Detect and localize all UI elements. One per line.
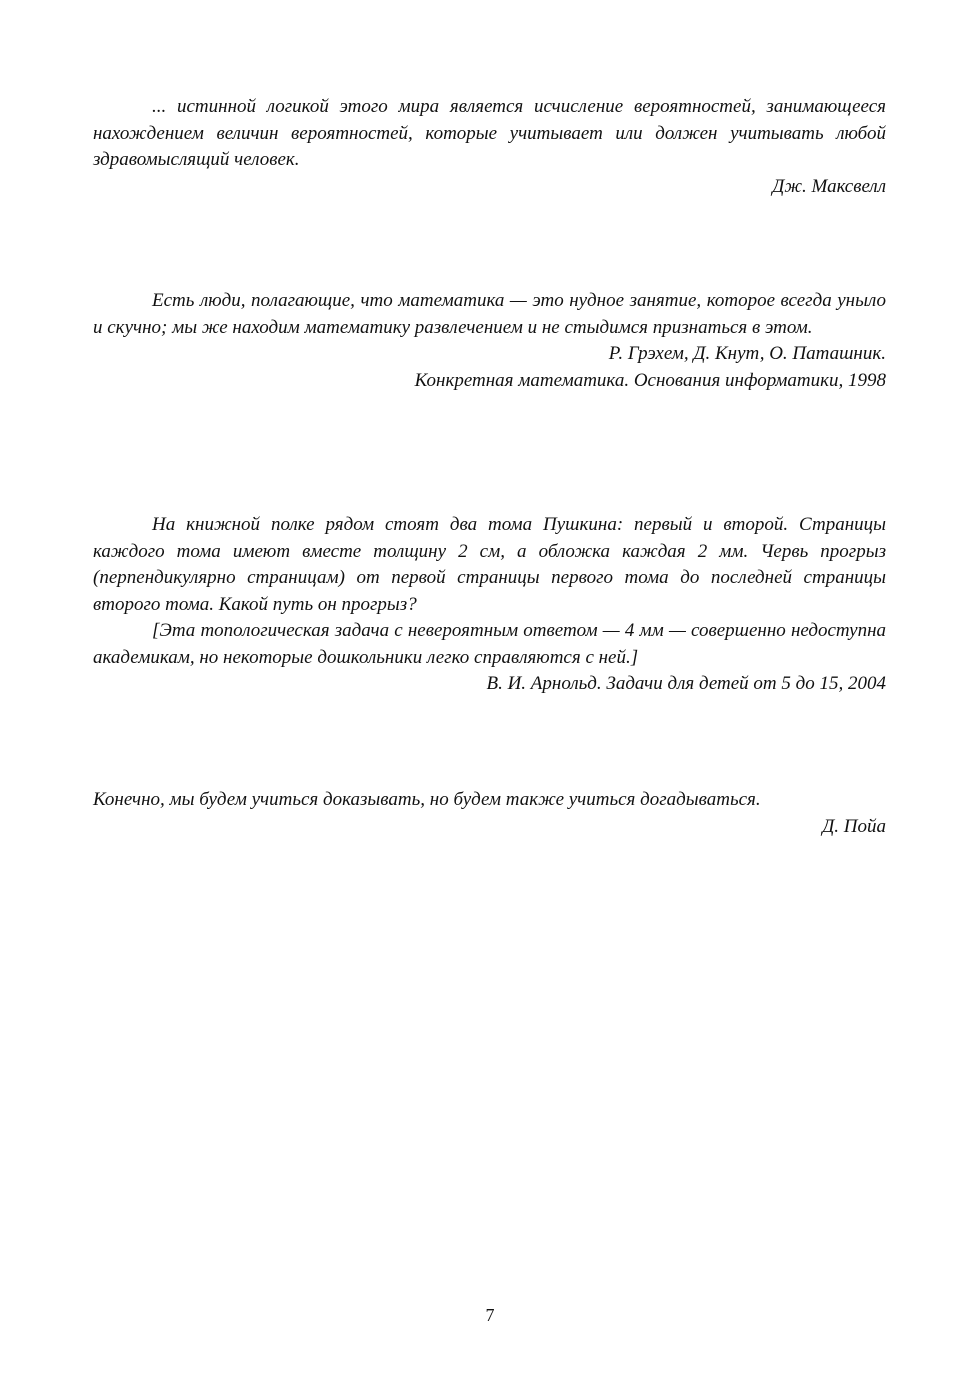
epigraph-attribution: В. И. Арнольд. Задачи для детей от 5 до 15, 2004 — [486, 673, 886, 694]
epigraph-maxwell — [93, 94, 886, 200]
epigraph-attribution: Р. Грэхем, Д. Кнут, О. Паташник. — [608, 343, 886, 364]
epigraph-arnold — [93, 512, 886, 698]
epigraph-source: Конкретная математика. Основания информатики, 1998 — [414, 369, 886, 391]
page-number: 7 — [485, 1305, 495, 1325]
epigraph-attribution: Дж. Максвелл — [772, 175, 886, 197]
epigraph-quote: Конечно, мы будем учиться доказывать, но будем также учиться догадываться. — [93, 789, 761, 810]
epigraph-polya — [93, 787, 886, 840]
epigraph-concrete-math — [93, 288, 886, 394]
epigraph-note: [Эта топологическая задача с невероятным ответом — 4 мм — совершенно недоступна академикам, но некоторые дошкольники легко справляются с ней.] — [93, 620, 886, 668]
epigraph-attribution: Д. Пойа — [822, 815, 886, 837]
epigraph-quote: ... истинной логикой этого мира является исчисление вероятностей, занимающееся нахождением величин вероятностей, которые учитывает или должен учитывать любой здравомыслящий человек. — [93, 96, 886, 170]
epigraph-quote: На книжной полке рядом стоят два тома Пушкина: первый и второй. Страницы каждого тома имеют вместе толщину 2 см, а обложка каждая 2 мм. Червь прогрыз (перпендикулярно страницам) от первой страницы первого тома до последней страницы второго тома. Какой путь он прогрыз? — [93, 514, 886, 615]
epigraph-quote: Есть люди, полагающие, что математика — это нудное занятие, которое всегда уныло и скучно; мы же находим математику развлечением и не стыдимся признаться в этом. — [93, 290, 886, 338]
